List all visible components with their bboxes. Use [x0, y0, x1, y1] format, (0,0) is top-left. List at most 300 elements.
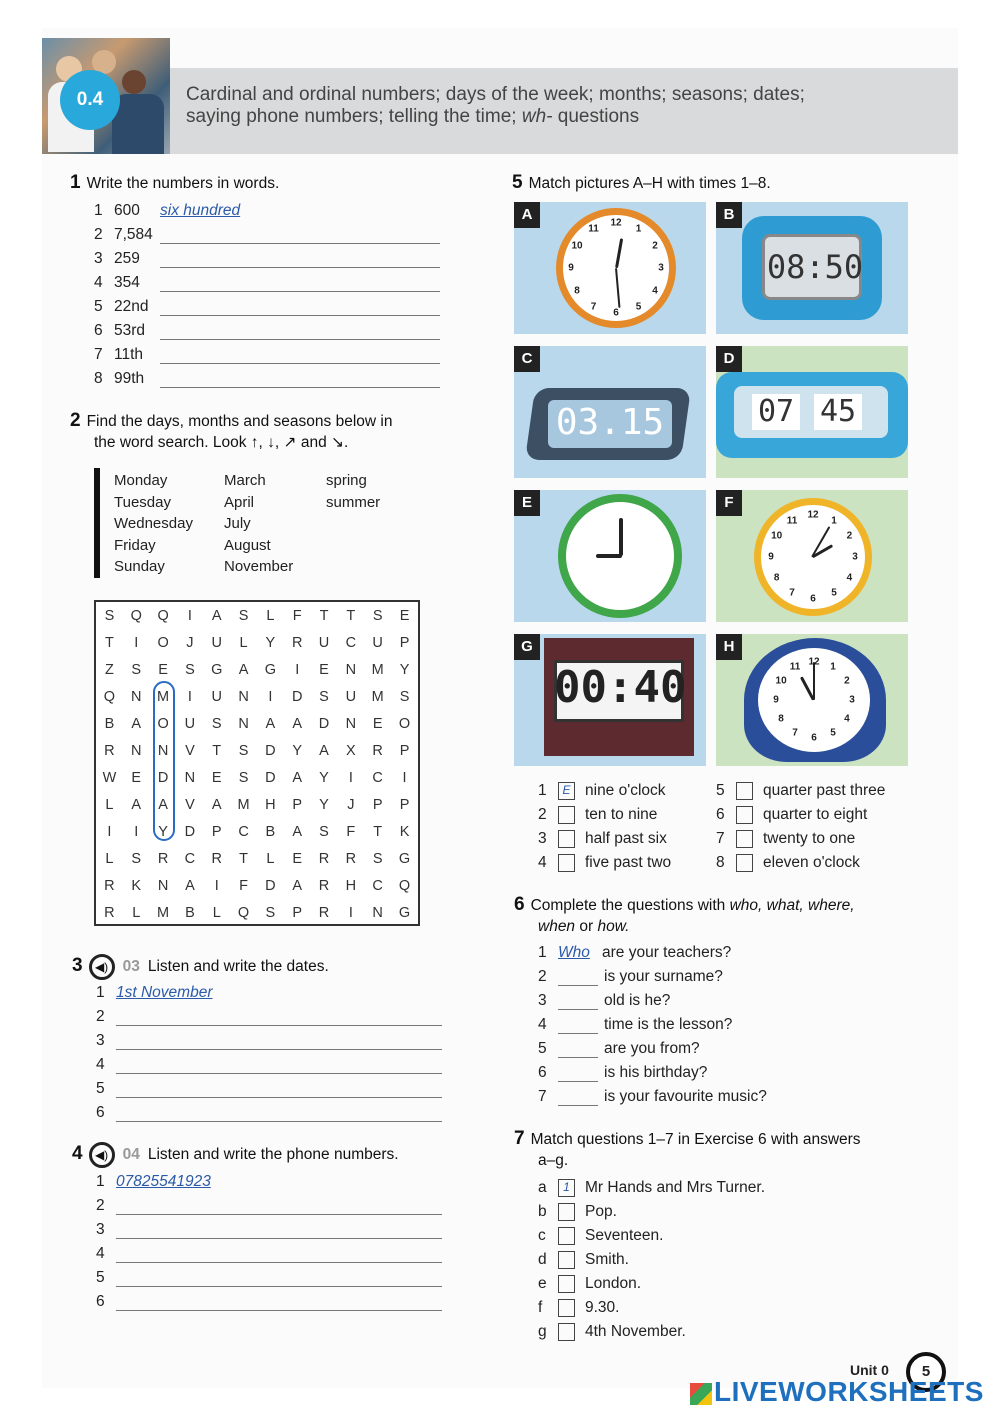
- exercise-4-title: 4 ◀) 04 Listen and write the phone numbers.: [72, 1142, 399, 1168]
- grid-letter[interactable]: T: [346, 607, 356, 624]
- answer-input[interactable]: [116, 1297, 442, 1311]
- grid-letter[interactable]: A: [158, 796, 168, 813]
- grid-letter[interactable]: R: [291, 634, 303, 651]
- grid-letter[interactable]: S: [265, 904, 276, 921]
- exercise-1-item: 4 354: [94, 274, 440, 292]
- grid-letter[interactable]: I: [187, 607, 192, 624]
- answer-box[interactable]: [558, 1299, 575, 1317]
- clock-number: 8: [773, 572, 780, 584]
- clock-number: 4: [652, 285, 658, 296]
- grid-letter[interactable]: E: [131, 769, 142, 786]
- grid-letter[interactable]: E: [399, 607, 410, 624]
- clock-number: 10: [771, 530, 783, 542]
- grid-letter[interactable]: G: [398, 904, 411, 921]
- word-list-item: Friday: [114, 536, 156, 554]
- exercise-1-item: 3 259: [94, 250, 440, 268]
- answer-box[interactable]: [736, 782, 753, 800]
- grid-letter[interactable]: L: [212, 904, 221, 921]
- grid-letter[interactable]: E: [319, 661, 329, 678]
- grid-letter[interactable]: P: [211, 823, 222, 840]
- unit-label: Unit 0: [850, 1362, 889, 1378]
- grid-letter[interactable]: B: [104, 715, 115, 732]
- grid-letter[interactable]: G: [264, 661, 277, 678]
- answer-box[interactable]: [558, 1275, 575, 1293]
- grid-letter[interactable]: R: [318, 877, 330, 894]
- answer-box[interactable]: [558, 806, 575, 824]
- grid-letter[interactable]: X: [345, 742, 356, 759]
- picture-e: E: [514, 490, 706, 622]
- grid-letter[interactable]: U: [211, 688, 222, 705]
- picture-b: B 08:50: [716, 202, 908, 334]
- clock-number: 7: [792, 727, 798, 739]
- grid-letter[interactable]: Q: [130, 607, 142, 624]
- answer-box[interactable]: [558, 1251, 575, 1269]
- grid-letter[interactable]: C: [345, 634, 357, 651]
- exercise-7-title: 7 Match questions 1–7 in Exercise 6 with answers a–g.: [514, 1128, 861, 1169]
- grid-letter[interactable]: T: [212, 742, 222, 759]
- time-item: 3 half past six: [538, 830, 667, 848]
- grid-letter[interactable]: P: [399, 796, 410, 813]
- lesson-badge: 0.4: [60, 70, 120, 130]
- word-list-item: Sunday: [114, 558, 165, 575]
- word-list-item: August: [224, 536, 271, 554]
- question-item: 4 time is the lesson?: [538, 1016, 733, 1033]
- exercise-3-title: 3 ◀) 03 Listen and write the dates.: [72, 954, 329, 980]
- grid-letter[interactable]: Y: [399, 661, 410, 678]
- picture-c: C 03.15: [514, 346, 706, 478]
- grid-letter[interactable]: Q: [398, 877, 411, 894]
- grid-letter[interactable]: B: [265, 823, 276, 840]
- lesson-topic: Cardinal and ordinal numbers; days of the week; months; seasons; dates; saying phone numbers; telling the time; wh- questions: [186, 84, 805, 127]
- answer-text[interactable]: Who: [558, 944, 590, 961]
- word-list: [94, 468, 424, 578]
- time-item: 7 twenty to one: [716, 830, 856, 848]
- grid-letter[interactable]: T: [104, 634, 114, 651]
- answer-text[interactable]: six hundred: [160, 202, 241, 219]
- answer-input[interactable]: [558, 1044, 598, 1058]
- exercise-2-title: 2 Find the days, months and seasons below in the word search. Look ↑, ↓, ↗ and ↘.: [70, 410, 393, 451]
- grid-letter[interactable]: S: [319, 823, 329, 840]
- grid-letter[interactable]: I: [134, 823, 139, 840]
- grid-letter[interactable]: R: [211, 850, 222, 867]
- grid-letter[interactable]: S: [372, 850, 383, 867]
- clock-number: 10: [571, 240, 583, 251]
- ex3-item: 1 1st November: [96, 984, 213, 1001]
- clock-number: 10: [775, 675, 787, 687]
- grid-letter[interactable]: R: [157, 850, 169, 867]
- grid-letter[interactable]: S: [238, 607, 249, 624]
- grid-letter[interactable]: U: [184, 715, 196, 732]
- clock-number: 5: [830, 727, 836, 739]
- answer-text[interactable]: 1st November: [116, 984, 213, 1001]
- grid-letter[interactable]: T: [373, 823, 383, 840]
- answer-item: d Smith.: [538, 1251, 629, 1269]
- grid-letter[interactable]: G: [398, 850, 411, 867]
- grid-letter[interactable]: U: [345, 688, 357, 705]
- grid-letter[interactable]: U: [211, 634, 222, 651]
- grid-letter[interactable]: R: [372, 742, 383, 759]
- answer-box[interactable]: [558, 854, 575, 872]
- grid-letter[interactable]: Z: [104, 661, 114, 678]
- grid-letter[interactable]: P: [292, 904, 303, 921]
- grid-letter[interactable]: S: [399, 688, 410, 705]
- word-list-item: Wednesday: [114, 515, 193, 532]
- grid-letter[interactable]: N: [238, 688, 249, 705]
- answer-box[interactable]: E: [558, 782, 575, 800]
- time-item: 2 ten to nine: [538, 806, 658, 824]
- clock-number: 8: [574, 285, 580, 296]
- grid-letter[interactable]: R: [104, 742, 115, 759]
- time-item: 6 quarter to eight: [716, 806, 868, 824]
- grid-letter[interactable]: D: [157, 769, 169, 786]
- answer-input[interactable]: [558, 1068, 598, 1082]
- answer-text[interactable]: 07825541923: [116, 1173, 211, 1190]
- grid-letter[interactable]: S: [185, 661, 195, 678]
- grid-letter[interactable]: O: [157, 715, 169, 732]
- grid-letter[interactable]: N: [184, 769, 196, 786]
- grid-letter[interactable]: F: [292, 607, 302, 624]
- grid-letter[interactable]: H: [345, 877, 357, 894]
- grid-letter[interactable]: D: [265, 769, 276, 786]
- clock-number: 2: [844, 675, 850, 687]
- clock-number: 2: [652, 240, 658, 251]
- grid-letter[interactable]: J: [347, 796, 355, 813]
- clock-number: 1: [635, 223, 642, 235]
- grid-letter[interactable]: A: [211, 607, 222, 624]
- grid-letter[interactable]: Q: [157, 607, 169, 624]
- grid-letter[interactable]: M: [157, 688, 170, 705]
- answer-input[interactable]: [160, 230, 440, 244]
- clock-number: 12: [807, 509, 819, 521]
- clock-number: 7: [590, 301, 597, 313]
- clock-number: 11: [789, 661, 801, 673]
- picture-d: D 07 45: [716, 346, 908, 478]
- grid-letter[interactable]: O: [157, 634, 169, 651]
- grid-letter[interactable]: N: [157, 742, 169, 759]
- grid-letter[interactable]: R: [318, 904, 330, 921]
- audio-icon[interactable]: ◀): [89, 954, 115, 980]
- clock-number: 2: [846, 530, 853, 542]
- grid-letter[interactable]: Y: [319, 769, 329, 786]
- grid-letter[interactable]: D: [184, 823, 196, 840]
- grid-letter[interactable]: M: [371, 661, 384, 678]
- answer-input[interactable]: [160, 350, 440, 364]
- grid-letter[interactable]: G: [211, 661, 223, 678]
- grid-letter[interactable]: D: [265, 877, 276, 894]
- grid-letter[interactable]: I: [134, 634, 139, 651]
- question-item: 3 old is he?: [538, 992, 671, 1009]
- grid-letter[interactable]: A: [292, 769, 303, 786]
- grid-letter[interactable]: M: [371, 688, 384, 705]
- grid-letter[interactable]: V: [185, 742, 195, 759]
- grid-letter[interactable]: U: [318, 634, 330, 651]
- grid-letter[interactable]: C: [238, 823, 249, 840]
- grid-letter[interactable]: N: [345, 715, 357, 732]
- answer-input[interactable]: [558, 996, 598, 1010]
- grid-letter[interactable]: S: [131, 661, 142, 678]
- grid-letter[interactable]: D: [318, 715, 330, 732]
- exercise-1-item: 8 99th: [94, 370, 440, 388]
- answer-box[interactable]: [736, 830, 753, 848]
- answer-item: b Pop.: [538, 1203, 617, 1221]
- grid-letter[interactable]: M: [157, 904, 170, 921]
- answer-input[interactable]: [160, 374, 440, 388]
- grid-letter[interactable]: N: [372, 904, 383, 921]
- clock-number: 5: [831, 587, 837, 599]
- liveworksheets-logo: LIVEWORKSHEETS: [690, 1376, 984, 1408]
- grid-letter[interactable]: I: [402, 769, 407, 786]
- exercise-1-item: 1 600 six hundred: [94, 202, 241, 219]
- digital-minute-d: 45: [814, 394, 862, 430]
- time-item: 8 eleven o'clock: [716, 854, 860, 872]
- word-list-item: summer: [326, 493, 381, 511]
- answer-input[interactable]: [116, 1249, 442, 1263]
- grid-letter[interactable]: A: [185, 877, 195, 894]
- answer-input[interactable]: [160, 326, 440, 340]
- grid-letter[interactable]: Y: [319, 796, 329, 813]
- digital-time-b: 08:50: [766, 248, 864, 286]
- answer-item: f 9.30.: [538, 1299, 620, 1317]
- exercise-1-item: 2 7,584: [94, 226, 440, 244]
- exercise-6-title: 6 Complete the questions with who, what, where, when or how.: [514, 894, 855, 935]
- grid-letter[interactable]: I: [295, 661, 300, 678]
- grid-letter[interactable]: P: [372, 796, 383, 813]
- answer-input[interactable]: [116, 1084, 442, 1098]
- digital-time-c: 03.15: [555, 402, 665, 443]
- question-item: 7 is your favourite music?: [538, 1088, 767, 1105]
- grid-letter[interactable]: S: [319, 688, 329, 705]
- grid-letter[interactable]: L: [105, 796, 114, 813]
- liveworksheets-icon: [690, 1383, 712, 1405]
- answer-box[interactable]: [736, 854, 753, 872]
- grid-letter[interactable]: E: [211, 769, 222, 786]
- exercise-1-item: 5 22nd: [94, 298, 440, 316]
- grid-letter[interactable]: I: [214, 877, 219, 894]
- grid-letter[interactable]: I: [268, 688, 273, 705]
- clock-number: 4: [844, 713, 850, 725]
- grid-letter[interactable]: I: [187, 688, 192, 705]
- clock-number: 4: [846, 572, 853, 584]
- grid-letter[interactable]: R: [345, 850, 357, 867]
- grid-letter[interactable]: T: [319, 607, 329, 624]
- grid-letter[interactable]: T: [239, 850, 248, 867]
- digital-time-g: 00:40: [554, 662, 687, 713]
- grid-letter[interactable]: A: [292, 715, 303, 732]
- grid-letter[interactable]: H: [265, 796, 276, 813]
- answer-box[interactable]: [558, 1203, 575, 1221]
- answer-input[interactable]: [558, 1092, 598, 1106]
- clock-number: 12: [610, 217, 622, 229]
- ex4-item: 1 07825541923: [96, 1173, 211, 1190]
- answer-item: e London.: [538, 1275, 642, 1293]
- grid-letter[interactable]: Y: [265, 634, 276, 651]
- grid-letter[interactable]: M: [237, 796, 250, 813]
- answer-input[interactable]: [558, 1020, 598, 1034]
- grid-letter[interactable]: D: [291, 688, 303, 705]
- grid-letter[interactable]: W: [102, 769, 117, 786]
- ex4-item: 5: [96, 1269, 442, 1287]
- grid-letter[interactable]: S: [131, 850, 142, 867]
- grid-letter[interactable]: C: [184, 850, 196, 867]
- grid-letter[interactable]: S: [372, 607, 383, 624]
- clock-number: 6: [613, 307, 619, 319]
- grid-letter[interactable]: F: [239, 877, 248, 894]
- grid-letter[interactable]: I: [348, 904, 353, 921]
- answer-item: a 1 Mr Hands and Mrs Turner.: [538, 1179, 766, 1197]
- ex3-item: 5: [96, 1080, 442, 1098]
- grid-letter[interactable]: N: [157, 877, 169, 894]
- clock-number: 9: [568, 262, 574, 274]
- answer-input[interactable]: [160, 278, 440, 292]
- clock-number: 1: [831, 515, 837, 527]
- ex3-item: 6: [96, 1104, 442, 1122]
- audio-icon[interactable]: ◀): [89, 1142, 115, 1168]
- grid-letter[interactable]: A: [131, 796, 142, 813]
- grid-letter[interactable]: L: [266, 607, 275, 624]
- grid-letter[interactable]: A: [319, 742, 329, 759]
- grid-letter[interactable]: I: [107, 823, 112, 840]
- grid-letter[interactable]: S: [238, 742, 249, 759]
- grid-letter[interactable]: N: [131, 742, 142, 759]
- grid-letter[interactable]: S: [104, 607, 115, 624]
- grid-letter[interactable]: R: [104, 877, 115, 894]
- grid-letter[interactable]: A: [292, 823, 303, 840]
- answer-input[interactable]: [116, 1060, 442, 1074]
- monday-circle-marker: [153, 681, 175, 841]
- grid-letter[interactable]: V: [185, 796, 195, 813]
- ex4-item: 3: [96, 1221, 442, 1239]
- clock-number: 3: [852, 551, 858, 563]
- ex3-item: 3: [96, 1032, 442, 1050]
- grid-letter[interactable]: S: [238, 769, 249, 786]
- picture-a: A 12 1 2 3 4 5 6 7 8 9 10 11: [514, 202, 706, 334]
- grid-letter[interactable]: O: [398, 715, 411, 732]
- grid-letter[interactable]: Q: [237, 904, 250, 921]
- digital-hour-d: 07: [752, 394, 800, 430]
- ex3-item: 4: [96, 1056, 442, 1074]
- grid-letter[interactable]: Y: [292, 742, 303, 759]
- answer-input[interactable]: [116, 1273, 442, 1287]
- grid-letter[interactable]: L: [239, 634, 248, 651]
- grid-letter[interactable]: E: [292, 850, 303, 867]
- clock-number: 3: [849, 694, 855, 706]
- picture-f: F 12 1 2 3 4 5 6 7 8 9 10 11: [716, 490, 908, 622]
- grid-letter[interactable]: A: [292, 877, 303, 894]
- answer-item: c Seventeen.: [538, 1227, 664, 1245]
- answer-input[interactable]: [116, 1012, 442, 1026]
- clock-number: 11: [786, 515, 798, 527]
- grid-letter[interactable]: Q: [103, 688, 116, 705]
- grid-letter[interactable]: L: [105, 850, 114, 867]
- grid-letter[interactable]: K: [131, 877, 142, 894]
- exercise-5-title: 5 Match pictures A–H with times 1–8.: [512, 172, 771, 193]
- ex4-item: 2: [96, 1197, 442, 1215]
- grid-letter[interactable]: N: [345, 661, 357, 678]
- answer-box[interactable]: 1: [558, 1179, 575, 1197]
- answer-input[interactable]: [116, 1036, 442, 1050]
- grid-letter[interactable]: P: [399, 634, 410, 651]
- clock-number: 7: [789, 587, 795, 599]
- grid-letter[interactable]: L: [132, 904, 141, 921]
- word-list-item: March: [224, 472, 266, 489]
- answer-input[interactable]: [116, 1225, 442, 1239]
- grid-letter[interactable]: N: [238, 715, 249, 732]
- answer-input[interactable]: [116, 1108, 442, 1122]
- clock-number: 1: [830, 661, 836, 673]
- grid-letter[interactable]: L: [266, 850, 275, 867]
- grid-letter[interactable]: E: [372, 715, 383, 732]
- clock-number: 9: [768, 551, 774, 563]
- answer-box[interactable]: [736, 806, 753, 824]
- answer-box[interactable]: [558, 830, 575, 848]
- clock-number: 3: [658, 262, 664, 274]
- exercise-1-title: 1 Write the numbers in words.: [70, 172, 280, 193]
- question-item: 6 is his birthday?: [538, 1064, 708, 1081]
- grid-letter[interactable]: R: [104, 904, 115, 921]
- answer-box[interactable]: [558, 1227, 575, 1245]
- word-list-item: Tuesday: [114, 493, 171, 511]
- grid-letter[interactable]: P: [399, 742, 410, 759]
- grid-letter[interactable]: A: [265, 715, 276, 732]
- answer-input[interactable]: [160, 302, 440, 316]
- question-item: 1 Who are your teachers?: [538, 944, 732, 961]
- grid-letter[interactable]: F: [346, 823, 356, 840]
- grid-letter[interactable]: R: [318, 850, 330, 867]
- question-item: 2 is your surname?: [538, 968, 723, 985]
- grid-letter[interactable]: K: [399, 823, 410, 840]
- exercise-1-item: 7 11th: [94, 346, 440, 364]
- word-list-item: November: [224, 558, 294, 575]
- clock-number: 8: [778, 713, 784, 725]
- answer-input[interactable]: [116, 1201, 442, 1215]
- grid-letter[interactable]: A: [131, 715, 142, 732]
- answer-input[interactable]: [160, 254, 440, 268]
- time-item: 1 E nine o'clock: [538, 782, 666, 800]
- ex4-item: 6: [96, 1293, 442, 1311]
- grid-letter[interactable]: I: [348, 769, 353, 786]
- page-number: 5: [906, 1352, 946, 1392]
- exercise-1-item: 6 53rd: [94, 322, 440, 340]
- grid-letter[interactable]: C: [372, 877, 383, 894]
- grid-letter[interactable]: E: [158, 661, 168, 678]
- word-search-grid: [94, 600, 420, 926]
- clock-number: 6: [811, 732, 817, 744]
- clock-number: 6: [810, 593, 816, 605]
- answer-input[interactable]: [558, 972, 598, 986]
- answer-box[interactable]: [558, 1323, 575, 1341]
- grid-letter[interactable]: A: [238, 661, 249, 678]
- grid-letter[interactable]: B: [185, 904, 195, 921]
- time-item: 4 five past two: [538, 854, 672, 872]
- grid-letter[interactable]: D: [265, 742, 276, 759]
- grid-letter[interactable]: A: [211, 796, 222, 813]
- question-item: 5 are you from?: [538, 1040, 700, 1057]
- ex3-item: 2: [96, 1008, 442, 1026]
- grid-letter[interactable]: C: [372, 769, 383, 786]
- grid-letter[interactable]: Y: [158, 823, 168, 840]
- word-list-item: Monday: [114, 472, 168, 489]
- ex4-item: 4: [96, 1245, 442, 1263]
- picture-h: H 12 1 2 3 4 5 6 7 8 9 10 11: [716, 634, 908, 766]
- grid-letter[interactable]: J: [186, 634, 194, 651]
- grid-letter[interactable]: U: [372, 634, 383, 651]
- word-list-item: July: [224, 515, 251, 532]
- answer-item: g 4th November.: [538, 1323, 686, 1341]
- grid-letter[interactable]: S: [211, 715, 222, 732]
- clock-number: 11: [588, 223, 599, 235]
- grid-letter[interactable]: N: [131, 688, 142, 705]
- grid-letter[interactable]: P: [292, 796, 303, 813]
